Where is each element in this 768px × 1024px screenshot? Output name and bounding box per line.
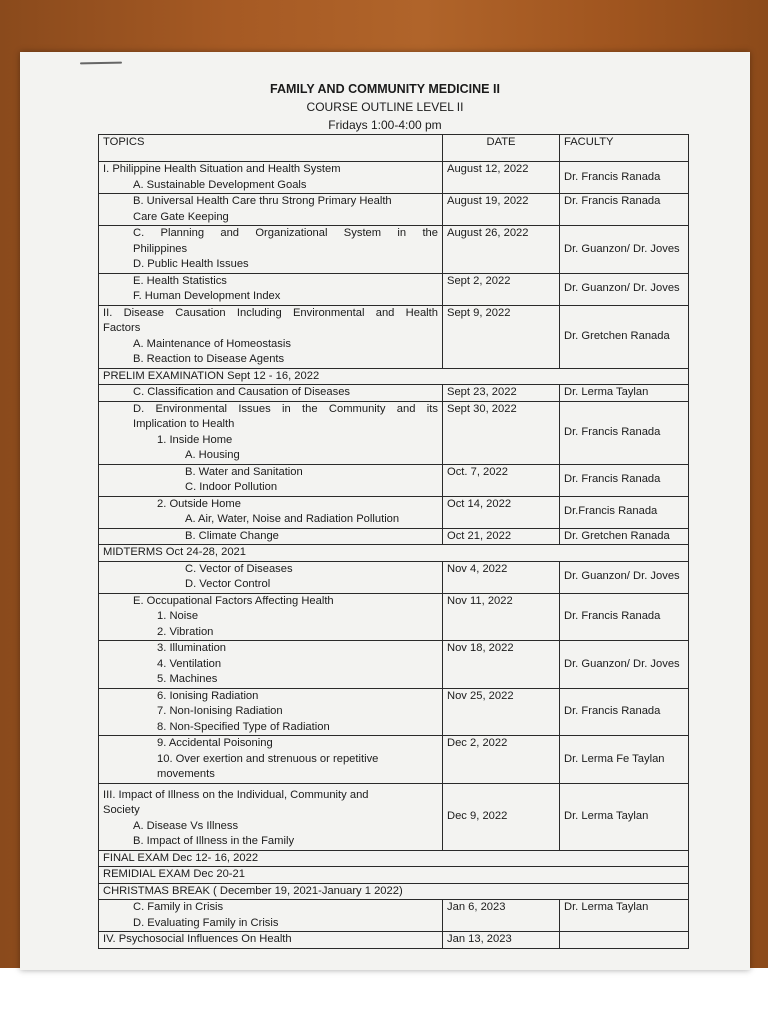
topic-line: C. Indoor Pollution	[185, 481, 278, 493]
topic-line: D. Public Health Issues	[133, 258, 249, 270]
faculty-cell: Dr. Francis Ranada	[560, 688, 689, 736]
faculty-cell: Dr. Francis Ranada	[560, 401, 689, 464]
date-cell: Jan 6, 2023	[443, 900, 560, 932]
topic-line: 9. Accidental Poisoning	[157, 737, 273, 749]
table-header-row	[99, 135, 689, 162]
topic-line: Implication to Health	[133, 418, 235, 430]
date-cell: Sept 2, 2022	[443, 273, 560, 305]
document-subtitle: COURSE OUTLINE LEVEL II	[306, 100, 464, 114]
topic-cell	[99, 496, 443, 528]
faculty-cell: Dr.Francis Ranada	[560, 496, 689, 528]
faculty-cell: Dr. Lerma Taylan	[560, 900, 689, 932]
table-row	[99, 496, 689, 528]
date-cell: Nov 25, 2022	[443, 688, 560, 736]
topic-line: 2. Outside Home	[157, 497, 241, 510]
date-cell: August 19, 2022	[443, 194, 560, 226]
date-column-header: DATE	[443, 135, 560, 162]
faculty-cell: Dr. Francis Ranada	[560, 593, 689, 641]
section-row	[99, 883, 689, 900]
topic-line: B. Impact of Illness in the Family	[133, 835, 295, 847]
topic-line: E. Health Statistics	[133, 274, 227, 287]
date-value: Dec 9, 2022	[447, 809, 508, 822]
topic-line: 6. Ionising Radiation	[157, 689, 259, 702]
topic-cell	[99, 401, 443, 464]
topic-line: 7. Non-Ionising Radiation	[157, 705, 283, 717]
topic-line: 8. Non-Specified Type of Radiation	[157, 720, 330, 733]
topic-cell	[99, 528, 443, 545]
topic-line: E. Occupational Factors Affecting Health	[133, 594, 334, 607]
topic-line: B. Reaction to Disease Agents	[133, 353, 285, 365]
faculty-cell: Dr. Francis Ranada	[560, 162, 689, 194]
faculty-cell: Dr. Gretchen Ranada	[560, 528, 689, 545]
section-row	[99, 545, 689, 562]
topic-line: C. Planning and Organizational System in the	[133, 227, 438, 239]
faculty-cell: Dr. Guanzon/ Dr. Joves	[560, 641, 689, 689]
topic-cell	[99, 641, 443, 689]
table-row	[99, 783, 689, 850]
table-row	[99, 273, 689, 305]
topic-line: D. Vector Control	[185, 578, 271, 590]
table-row	[99, 385, 689, 402]
date-cell: Dec 2, 2022	[443, 736, 560, 784]
date-cell: Oct 14, 2022	[443, 496, 560, 528]
table-row	[99, 736, 689, 784]
topic-line: Factors	[103, 322, 141, 334]
course-outline-table	[98, 134, 689, 949]
section-label: REMIDIAL EXAM Dec 20-21	[99, 867, 689, 884]
topic-line: Society	[103, 804, 140, 816]
table-row	[99, 900, 689, 932]
topic-line: 1. Noise	[157, 610, 199, 622]
topic-line: movements	[157, 768, 215, 780]
faculty-cell: Dr. Guanzon/ Dr. Joves	[560, 226, 689, 274]
section-label: FINAL EXAM Dec 12- 16, 2022	[99, 850, 689, 867]
topic-cell	[99, 273, 443, 305]
topic-line: A. Housing	[185, 449, 240, 461]
faculty-cell: Dr. Lerma Taylan	[560, 385, 689, 402]
faculty-column-header: FACULTY	[560, 135, 689, 162]
topic-cell	[99, 385, 443, 402]
table-row	[99, 561, 689, 593]
date-cell: August 26, 2022	[443, 226, 560, 274]
table-row	[99, 641, 689, 689]
topic-cell	[99, 736, 443, 784]
topic-line: 10. Over exertion and strenuous or repetitive	[157, 752, 379, 765]
topic-line: I. Philippine Health Situation and Health System	[103, 163, 341, 175]
topic-line: 1. Inside Home	[157, 433, 233, 446]
topic-line: A. Disease Vs Illness	[133, 819, 239, 832]
topic-line: II. Disease Causation Including Environmental and Health	[103, 306, 438, 319]
topic-line: C. Family in Crisis	[133, 901, 224, 913]
faculty-cell: Dr. Gretchen Ranada	[560, 305, 689, 368]
faculty-cell: Dr. Lerma Taylan	[560, 783, 689, 850]
topic-cell	[99, 783, 443, 850]
topic-line: III. Impact of Illness on the Individual, Community and	[103, 788, 369, 801]
topic-line: B. Water and Sanitation	[185, 465, 303, 478]
topic-cell	[99, 464, 443, 496]
document-title: FAMILY AND COMMUNITY MEDICINE II	[270, 82, 500, 96]
topic-cell	[99, 900, 443, 932]
section-label: PRELIM EXAMINATION Sept 12 - 16, 2022	[99, 368, 689, 385]
section-row	[99, 368, 689, 385]
topic-line: B. Universal Health Care thru Strong Primary Health	[133, 195, 392, 207]
date-cell: Jan 13, 2023	[443, 932, 560, 949]
table-row	[99, 226, 689, 274]
topic-line: IV. Psychosocial Influences On Health	[103, 933, 292, 945]
topic-line: 3. Illumination	[157, 642, 227, 654]
topic-line: Care Gate Keeping	[133, 210, 229, 223]
topic-line: 4. Ventilation	[157, 657, 222, 670]
section-row	[99, 850, 689, 867]
topic-cell	[99, 932, 443, 949]
date-cell: Oct 21, 2022	[443, 528, 560, 545]
topic-line: A. Air, Water, Noise and Radiation Pollution	[185, 513, 400, 525]
faculty-cell: Dr. Lerma Fe Taylan	[560, 736, 689, 784]
faculty-cell: Dr. Francis Ranada	[560, 464, 689, 496]
table-row	[99, 162, 689, 194]
date-cell: Nov 4, 2022	[443, 561, 560, 593]
topic-line: D. Evaluating Family in Crisis	[133, 916, 279, 929]
document-page	[20, 52, 750, 970]
table-row	[99, 305, 689, 368]
topic-line: A. Sustainable Development Goals	[133, 178, 307, 191]
table-row	[99, 528, 689, 545]
date-cell: August 12, 2022	[443, 162, 560, 194]
topics-column-header: TOPICS	[99, 135, 443, 162]
table-row	[99, 932, 689, 949]
section-row	[99, 867, 689, 884]
topic-cell	[99, 194, 443, 226]
topic-line: C. Classification and Causation of Diseases	[133, 386, 351, 398]
table-row	[99, 593, 689, 641]
topic-line: B. Climate Change	[185, 529, 279, 542]
topic-cell	[99, 226, 443, 274]
date-cell: Oct. 7, 2022	[443, 464, 560, 496]
table-row	[99, 401, 689, 464]
faculty-cell	[560, 932, 689, 949]
topic-line: A. Maintenance of Homeostasis	[133, 337, 291, 350]
faculty-cell: Dr. Guanzon/ Dr. Joves	[560, 273, 689, 305]
table-row	[99, 194, 689, 226]
topic-line: F. Human Development Index	[133, 290, 281, 302]
date-cell: Nov 18, 2022	[443, 641, 560, 689]
topic-line: 2. Vibration	[157, 625, 214, 638]
date-cell: Sept 30, 2022	[443, 401, 560, 464]
bottom-margin	[0, 968, 768, 1024]
topic-cell	[99, 561, 443, 593]
topic-line: 5. Machines	[157, 673, 218, 685]
section-label: MIDTERMS Oct 24-28, 2021	[99, 545, 689, 562]
date-cell	[443, 783, 560, 850]
date-cell: Nov 11, 2022	[443, 593, 560, 641]
section-label: CHRISTMAS BREAK ( December 19, 2021-January 1 2022)	[99, 883, 689, 900]
topic-line: D. Environmental Issues in the Community and its	[133, 402, 438, 415]
topic-cell	[99, 688, 443, 736]
class-schedule: Fridays 1:00-4:00 pm	[328, 118, 442, 132]
faculty-cell: Dr. Guanzon/ Dr. Joves	[560, 561, 689, 593]
pen-mark	[80, 62, 122, 65]
topic-cell	[99, 305, 443, 368]
faculty-cell: Dr. Francis Ranada	[560, 194, 689, 226]
date-cell: Sept 23, 2022	[443, 385, 560, 402]
date-cell: Sept 9, 2022	[443, 305, 560, 368]
topic-cell	[99, 162, 443, 194]
topic-cell	[99, 593, 443, 641]
topic-line: C. Vector of Diseases	[185, 562, 293, 575]
table-row	[99, 688, 689, 736]
topic-line: Philippines	[133, 242, 188, 255]
table-row	[99, 464, 689, 496]
